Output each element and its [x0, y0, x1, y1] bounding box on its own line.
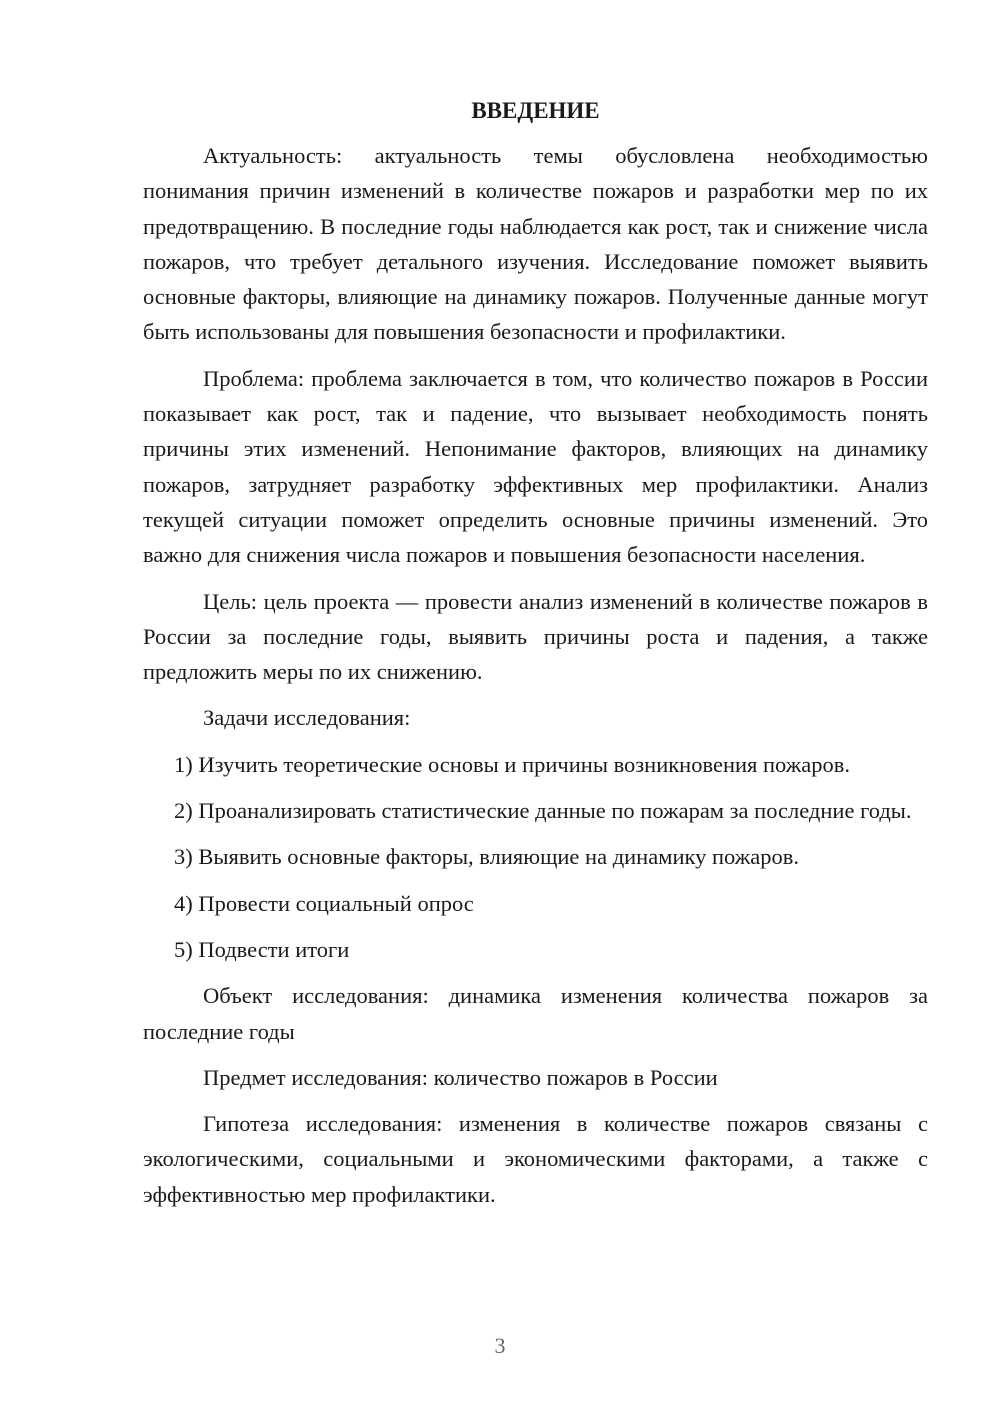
subject-paragraph: Предмет исследования: количество пожаров в России: [203, 1064, 718, 1090]
tasks-heading: Задачи исследования:: [203, 705, 411, 731]
page-title: ВВЕДЕНИЕ: [471, 98, 600, 123]
problem-paragraph: Проблема: проблема заключается в том, что количество пожаров в России показывает как рост, так и падение, что вызывает необходимость понять причины этих изменений. Непонимание факторов, влияющих на динамику пожаров, затрудняет разработку эффективных мер профилактики. Анализ текущей ситуации поможет определить основные причины изменений. Это важно для снижения числа пожаров и повышения безопасности населения.: [143, 365, 928, 568]
task-item: 5) Подвести итоги: [174, 936, 350, 962]
page-number: 3: [494, 1333, 506, 1358]
task-item: 3) Выявить основные факторы, влияющие на динамику пожаров.: [174, 844, 799, 870]
goal-paragraph: Цель: цель проекта — провести анализ изменений в количестве пожаров в России за последние годы, выявить причины роста и падения, а также предложить меры по их снижению.: [143, 588, 928, 685]
hypothesis-paragraph: Гипотеза исследования: изменения в количестве пожаров связаны с экологическими, социальными и экономическими факторами, а также с эффективностью мер профилактики.: [143, 1111, 928, 1207]
document-page: [143, 95, 928, 1223]
task-item: 4) Провести социальный опрос: [174, 890, 474, 916]
object-paragraph: Объект исследования: динамика изменения количества пожаров за последние годы: [143, 983, 928, 1044]
task-item: 1) Изучить теоретические основы и причины возникновения пожаров.: [174, 751, 851, 777]
task-item: 2) Проанализировать статистические данные по пожарам за последние годы.: [174, 798, 912, 824]
relevance-paragraph: Актуальность: актуальность темы обусловлена необходимостью понимания причин изменений в количестве пожаров и разработки мер по их предотвращению. В последние годы наблюдается как рост, так и снижение числа пожаров, что требует детального изучения. Исследование поможет выявить основные факторы, влияющие на динамику пожаров. Полученные данные могут быть использованы для повышения безопасности и профилактики.: [143, 143, 928, 345]
